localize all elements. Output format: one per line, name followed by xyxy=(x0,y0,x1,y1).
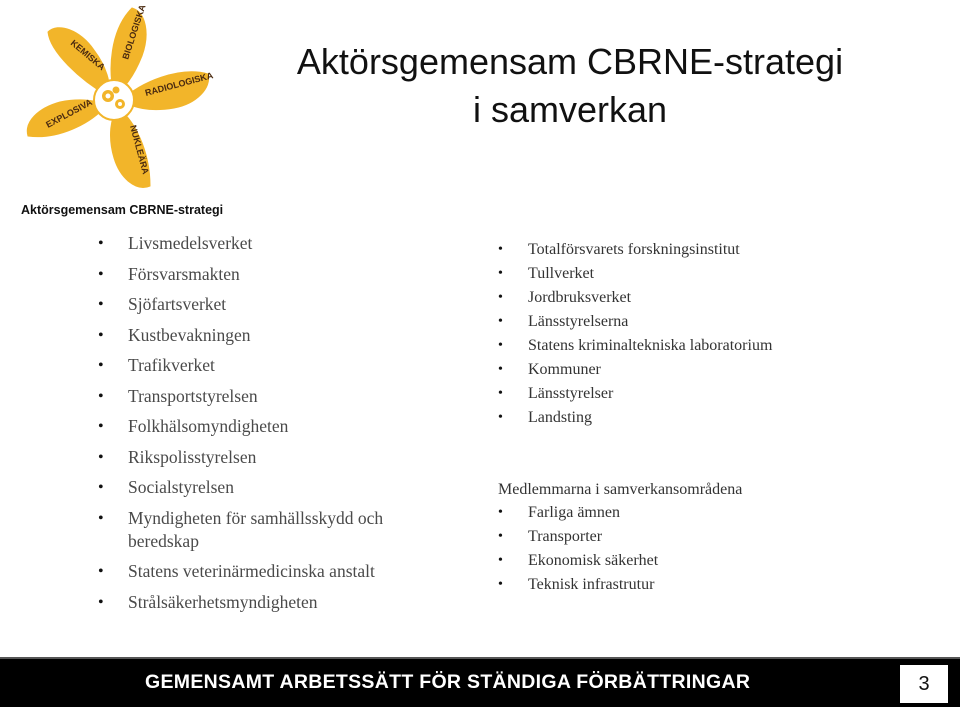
list-item: • Rikspolisstyrelsen xyxy=(98,446,448,469)
list-item: • Jordbruksverket xyxy=(498,286,878,310)
list-item: • Totalförsvarets forskningsinstitut xyxy=(498,238,878,262)
list-item: • Myndigheten för samhällsskydd och beredskap xyxy=(98,507,448,553)
list-item: • Statens veterinärmedicinska anstalt xyxy=(98,560,448,583)
page-number: 3 xyxy=(900,665,948,703)
list-item: • Socialstyrelsen xyxy=(98,476,448,499)
organization-list xyxy=(498,238,878,430)
footer-bar xyxy=(0,657,960,707)
petal-label-nukleara: NUKLEÄRA xyxy=(128,123,151,176)
page-title xyxy=(230,38,910,134)
petal-label-biologiska: BIOLOGISKA xyxy=(120,3,148,61)
list-item: • Statens kriminaltekniska laboratorium xyxy=(498,334,878,358)
list-item: • Farliga ämnen xyxy=(498,501,878,525)
list-item: • Trafikverket xyxy=(98,354,448,377)
list-item: • Folkhälsomyndigheten xyxy=(98,415,448,438)
list-item: • Livsmedelsverket xyxy=(98,232,448,255)
title-line-2: i samverkan xyxy=(472,89,668,130)
brand-name: Aktörsgemensam CBRNE-strategi xyxy=(21,203,224,217)
list-item: • Sjöfartsverket xyxy=(98,293,448,316)
petal-label-explosiva: EXPLOSIVA xyxy=(44,97,94,130)
list-item: • Länsstyrelserna xyxy=(498,310,878,334)
list-item: • Länsstyrelser xyxy=(498,382,878,406)
list-item: • Transporter xyxy=(498,525,878,549)
authority-list xyxy=(98,232,448,621)
cbrne-flower-logo xyxy=(10,0,220,200)
list-item: • Försvarsmakten xyxy=(98,263,448,286)
list-item: • Landsting xyxy=(498,406,878,430)
cooperation-area-list xyxy=(498,501,878,597)
title-line-1: Aktörsgemensam CBRNE-strategi xyxy=(296,41,844,82)
petal-label-radiologiska: RADIOLOGISKA xyxy=(143,70,215,98)
list-item: • Transportstyrelsen xyxy=(98,385,448,408)
list-item: • Kustbevakningen xyxy=(98,324,448,347)
members-heading: Medlemmarna i samverkansområdena xyxy=(498,481,743,498)
list-item: • Ekonomisk säkerhet xyxy=(498,549,878,573)
logo-center xyxy=(94,80,134,120)
list-item: • Tullverket xyxy=(498,262,878,286)
footer-slogan: GEMENSAMT ARBETSSÄTT FÖR STÄNDIGA FÖRBÄTTRINGAR xyxy=(145,671,751,693)
list-item: • Teknisk infrastrutur xyxy=(498,573,878,597)
list-item: • Kommuner xyxy=(498,358,878,382)
petal-label-kemiska: KEMISKA xyxy=(68,37,107,73)
list-item: • Strålsäkerhetsmyndigheten xyxy=(98,591,448,614)
